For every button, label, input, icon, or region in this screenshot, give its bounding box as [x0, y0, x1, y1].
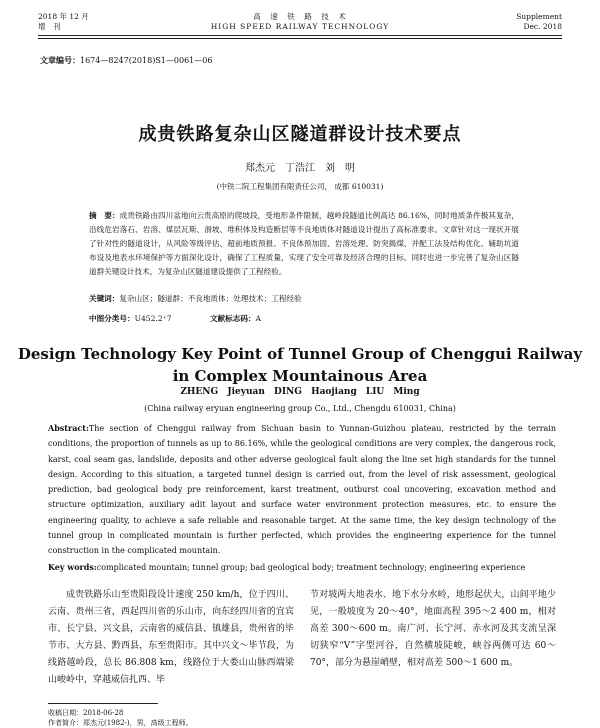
journal-name-cn: 高 速 铁 路 技 术	[253, 12, 347, 21]
clc-value: U452.2⁺7	[134, 314, 172, 323]
authors-en: ZHENG Jieyuan DING Haojiang LIU Ming	[180, 387, 420, 397]
page-title-cn: 成贵铁路复杂山区隧道群设计技术要点	[138, 124, 462, 145]
header-date: 2018 年 12 月	[38, 12, 89, 21]
article-number-label: 文章编号：	[40, 55, 80, 65]
header-issue-en	[516, 12, 562, 31]
abstract-en-text: The section of Chenggui railway from Sichuan basin to Yunnan-Guizhou plateau, restricted by the terrain conditions, the proportion of tunnels as up to 86.16%, while the geological conditions are very complex, the dangerous rock, karst, coal seam gas, landslide, deposits and other adverse geological fault along the line set high standards for the tunnel design. According to this situation, a targeted tunnel design is carried out, from the level of risk assessment, geological prediction, bad geological body pre reinforcement, karst treatment, outburst coal uncovering, excavation method and structure optimization, auxiliary adit layout and surface water environment protection measures, etc. to ensure the engineering quality, to achieve a safe reliable and reasonable target. At the same time, the key design technology of the tunnel group in complicated mountain is further perfected, which provides the engineering experience for the tunnel construction in the complicated mountain.	[48, 424, 556, 556]
journal-name-en: HIGH SPEED RAILWAY TECHNOLOGY	[210, 21, 390, 31]
header-supplement-en: Supplement	[516, 12, 562, 21]
footnote-received: 收稿日期：2018-06-28	[48, 709, 124, 717]
body-column-right: 节对坡两大地表水、地下水分水岭，地形起伏大，山间平地少见，一般坡度为 20～40°，地面高程 395～2 400 m，相对高差 300～600 m。南广河、长宁河、赤水河及其支流呈深切狭窄“V”字型河谷，自然横坡陡峻，峡谷两侧可达 60～70°，部分为悬崖峭壁，相对高差 500～1 600 m。	[310, 590, 556, 668]
article-number-value: 1674—8247(2018)S1—0061—06	[80, 56, 213, 65]
abstract-cn-text: 成贵铁路由四川盆地向云贵高原的爬坡段，受地形条件限制，越岭段隧道比例高达 86.16%，同时地质条件极其复杂，沿线危岩落石、岩溶、煤层瓦斯、滑坡、堆积体及构造断层等不良地质体对隧道设计提出了高标准要求。文章针对这一现状开展了针对性的隧道设计，从风险等级评估、超前地质预报、不良体预加固、岩溶处理、防突揭煤、并配工法及结构优化、辅助坑道布设及地表水环境保护等方面深化设计，确保了工程质量，实现了安全可靠及经济合理的目标。同时也进一步完善了复杂山区隧道群关键设计技术，为复杂山区隧道建设提供了工程经验。	[89, 211, 520, 276]
keywords-cn-label: 关键词：	[89, 294, 120, 303]
title-en-line1: Design Technology Key Point of Tunnel Group of Chenggui Railway	[17, 345, 583, 363]
classification-cn	[89, 313, 519, 324]
affiliation-cn: (中铁二院工程集团有限责任公司， 成都 610031)	[216, 182, 384, 191]
header-rule-thick	[38, 35, 562, 36]
keywords-cn-text: 复杂山区；隧道群；不良地质体；处理技术；工程经验	[119, 294, 302, 303]
affiliation-en: (China railway eryuan engineering group Co., Ltd., Chengdu 610031, China)	[144, 404, 456, 413]
header-supplement-cn: 增 刊	[38, 21, 61, 31]
page-title-en	[0, 343, 600, 387]
keywords-en-text: complicated mountain; tunnel group; bad geological body; treatment technology; engineering experience	[96, 563, 526, 572]
header-journal	[38, 12, 562, 31]
abstract-cn	[89, 209, 519, 279]
abstract-en-label: Abstract:	[48, 423, 89, 433]
footnote-rule	[48, 703, 158, 704]
title-en-line2: in Complex Mountainous Area	[172, 367, 428, 385]
doc-code-value: A	[255, 314, 262, 323]
keywords-cn	[89, 293, 519, 304]
body-column-left: 成贵铁路乐山至贵阳段设计速度 250 km/h，位于四川、云南、贵州三省，西起四川省的乐山市，向东经四川省的宜宾市、长宁县、兴文县，云南省的威信县、镇雄县，贵州省的毕节市、大方县、黔西县，东至贵阳市。其中兴文～毕节段，为线路越岭段，总长 86.808 km，线路位于大娄山山脉西端梁山峻岭中，穿越威信扎西、毕	[48, 590, 294, 685]
keywords-en	[48, 562, 556, 572]
abstract-cn-label: 摘 要：	[89, 211, 120, 220]
footnote-author: 作者简介：郑杰元(1982-)，男，高级工程师。	[48, 719, 193, 727]
footnote	[48, 708, 193, 728]
header-date-en: Dec. 2018	[523, 21, 562, 31]
authors-cn: 郑杰元 丁浩江 刘 明	[245, 163, 355, 174]
doc-code-label: 文献标志码：	[209, 314, 256, 323]
article-number	[40, 55, 212, 66]
clc-label: 中图分类号：	[89, 314, 135, 323]
keywords-en-label: Key words:	[48, 562, 97, 572]
abstract-en	[48, 421, 556, 559]
header-rule-thin	[38, 38, 562, 39]
